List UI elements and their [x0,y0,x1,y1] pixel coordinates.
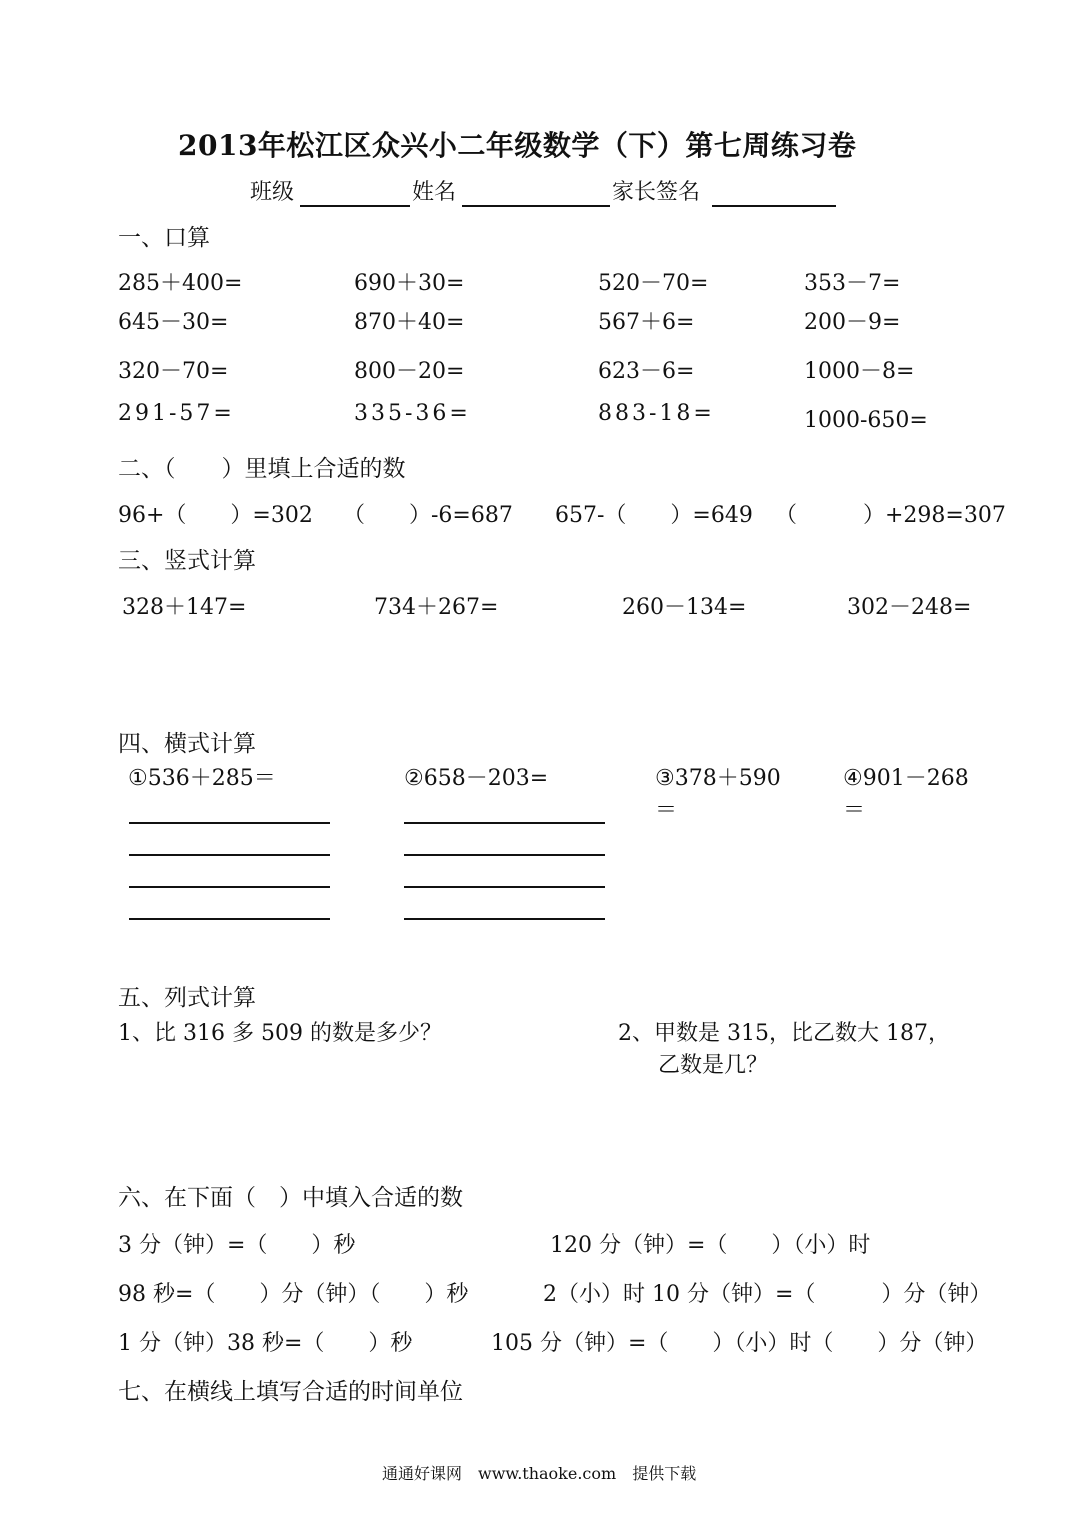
fill-item: （ ）+298=307 [775,503,1006,528]
time-fill-item: 98 秒=（ ）分（钟）（ ）秒 [118,1282,469,1307]
oral-item: 291-57= [118,401,235,426]
oral-item: 800－20= [354,359,465,384]
page-title: 2013年松江区众兴小二年级数学（下）第七周练习卷 [178,129,857,162]
section-7-heading: 七、在横线上填写合适的时间单位 [118,1379,463,1405]
vertical-calc-item: 260－134= [622,595,747,620]
oral-item: 623－6= [598,359,695,384]
fill-item: 657-（ ）=649 [555,503,753,528]
vertical-calc-item: 302－248= [847,595,972,620]
answer-line[interactable] [129,822,330,824]
equals-sign: ＝ [655,798,678,823]
oral-item: 1000－8= [804,359,915,384]
footer-credit: 通通好课网 www.thaoke.com 提供下载 [382,1464,697,1483]
section-4-heading: 四、横式计算 [118,731,256,757]
equals-sign: ＝ [843,798,866,823]
section-5-heading: 五、列式计算 [118,985,256,1011]
time-fill-item: 3 分（钟）=（ ）秒 [118,1233,356,1258]
oral-item: 567＋6= [598,310,695,335]
horizontal-calc-item: ④901－268 [843,766,969,791]
oral-item: 1000-650= [804,408,928,433]
horizontal-calc-item: ②658－203= [404,766,549,791]
answer-line[interactable] [404,822,605,824]
fill-item: （ ）-6=687 [343,503,513,528]
answer-line[interactable] [129,886,330,888]
vertical-calc-item: 328＋147= [122,595,247,620]
oral-item: 353－7= [804,271,901,296]
oral-item: 520－70= [598,271,709,296]
vertical-calc-item: 734＋267= [374,595,499,620]
oral-item: 285＋400= [118,271,243,296]
time-fill-item: 2（小）时 10 分（钟）=（ ）分（钟） [543,1282,992,1307]
section-1-heading: 一、口算 [118,225,210,251]
oral-item: 335-36= [354,401,471,426]
oral-item: 690＋30= [354,271,465,296]
oral-item: 200－9= [804,310,901,335]
horizontal-calc-item: ①536＋285＝ [128,766,276,791]
section-2-heading: 二、（ ）里填上合适的数 [118,456,406,482]
word-problem-2: 2、甲数是 315，比乙数大 187， [618,1021,950,1046]
horizontal-calc-item: ③378＋590 [655,766,781,791]
section-3-heading: 三、竖式计算 [118,548,256,574]
word-problem-2-continued: 乙数是几？ [658,1053,769,1078]
section-6-heading: 六、在下面（ ）中填入合适的数 [118,1185,463,1211]
parent-signature-blank[interactable] [712,205,836,207]
oral-item: 320－70= [118,359,229,384]
answer-line[interactable] [129,918,330,920]
time-fill-item: 1 分（钟）38 秒=（ ）秒 [118,1331,413,1356]
name-label: 姓名 [412,180,457,205]
fill-item: 96+（ ）=302 [118,503,313,528]
answer-line[interactable] [404,918,605,920]
oral-item: 645－30= [118,310,229,335]
oral-item: 883-18= [598,401,715,426]
time-fill-item: 120 分（钟）=（ ）（小）时 [550,1233,871,1258]
answer-line[interactable] [404,854,605,856]
oral-item: 870＋40= [354,310,465,335]
name-blank[interactable] [462,205,610,207]
parent-signature-label: 家长签名 [612,180,701,205]
time-fill-item: 105 分（钟）=（ ）（小）时（ ）分（钟） [491,1331,988,1356]
answer-line[interactable] [404,886,605,888]
word-problem-1: 1、比 316 多 509 的数是多少？ [118,1021,442,1046]
answer-line[interactable] [129,854,330,856]
class-label: 班级 [250,180,295,205]
class-blank[interactable] [300,205,410,207]
